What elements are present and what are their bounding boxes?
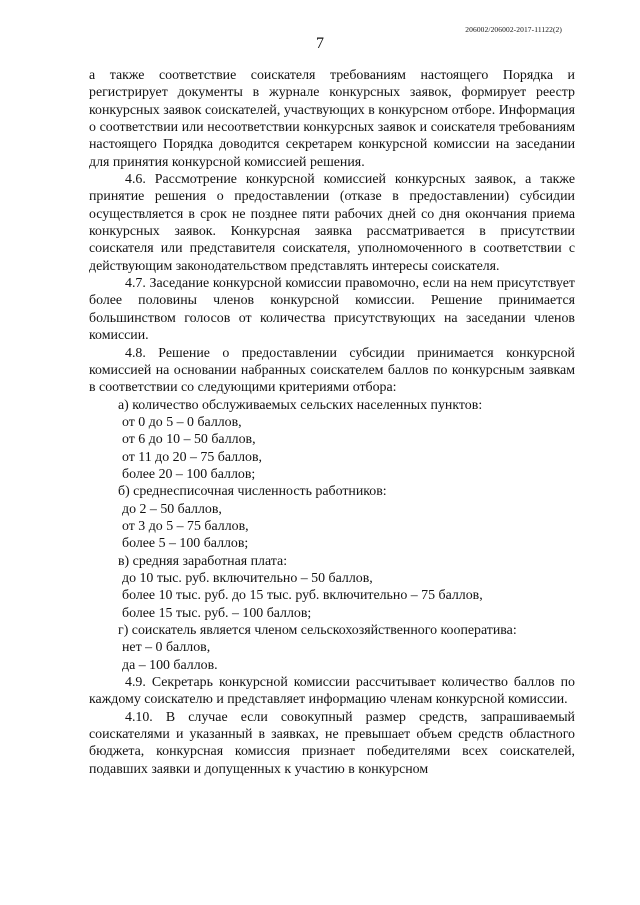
paragraph-4-10: 4.10. В случае если совокупный размер средств, запрашиваемый соискателями и указанный в заявках, не превышает объем средств областного бюджета, конкурсная комиссия признает победителями всех соискателей, подавших заявки и допущенных к участию в конкурсном	[89, 709, 575, 777]
criteria-item: более 15 тыс. руб. – 100 баллов;	[122, 605, 312, 621]
criteria-item: от 11 до 20 – 75 баллов,	[122, 449, 262, 465]
paragraph-4-8: 4.8. Решение о предоставлении субсидии принимается конкурсной комиссией на основании набранных соискателем баллов по конкурсным заявкам в соответствии со следующими критериями отбора:	[89, 345, 575, 396]
criteria-heading-b: б) среднесписочная численность работников:	[118, 484, 387, 500]
paragraph-continuation: а также соответствие соискателя требованиям настоящего Порядка и регистрирует документы в журнале конкурсных заявок, формирует реестр конкурсных заявок соискателей, участвующих в конкурсном отборе. Информация о соответствии или несоответствии конкурсных заявок и соискателя требованиям настоящего Порядка доводится секретарем конкурсной комиссии на заседании для принятия конкурсной комиссией решения.	[89, 68, 575, 170]
paragraph-4-7: 4.7. Заседание конкурсной комиссии правомочно, если на нем присутствует более половины членов конкурсной комиссии. Решение принимается большинством голосов от количества присутствующих на заседании членов комиссии.	[89, 276, 575, 344]
criteria-item: от 6 до 10 – 50 баллов,	[122, 432, 256, 448]
criteria-list	[89, 397, 575, 675]
paragraph-4-9: 4.9. Секретарь конкурсной комиссии рассчитывает количество баллов по каждому соискателю и представляет информацию членам конкурсной комиссии.	[89, 675, 575, 708]
page-number: 7	[316, 35, 324, 52]
document-code: 206002/206002-2017-11122(2)	[465, 25, 562, 34]
paragraph-4-6: 4.6. Рассмотрение конкурсной комиссией конкурсных заявок, а также принятие решения о предоставлении (отказе в предоставлении) субсидии осуществляется в срок не позднее пяти рабочих дней со дня окончания приема конкурсных заявок. Конкурсная заявка рассматривается в присутствии соискателя или представителя соискателя, уполномоченного в соответствии с действующим законодательством представлять интересы соискателя.	[89, 172, 575, 274]
criteria-item: более 10 тыс. руб. до 15 тыс. руб. включительно – 75 баллов,	[122, 588, 483, 604]
criteria-heading-g: г) соискатель является членом сельскохозяйственного кооператива:	[118, 623, 517, 638]
criteria-item: нет – 0 баллов,	[122, 640, 211, 656]
criteria-item: до 10 тыс. руб. включительно – 50 баллов,	[122, 570, 373, 586]
criteria-item: более 5 – 100 баллов;	[122, 536, 249, 552]
criteria-item: до 2 – 50 баллов,	[122, 501, 222, 517]
criteria-item: от 3 до 5 – 75 баллов,	[122, 518, 249, 534]
document-body	[89, 67, 575, 778]
criteria-item: да – 100 баллов.	[122, 657, 218, 673]
criteria-item: от 0 до 5 – 0 баллов,	[122, 414, 242, 430]
criteria-heading-v: в) средняя заработная плата:	[118, 553, 288, 569]
criteria-item: более 20 – 100 баллов;	[122, 466, 256, 482]
criteria-heading-a: а) количество обслуживаемых сельских населенных пунктов:	[118, 397, 483, 413]
